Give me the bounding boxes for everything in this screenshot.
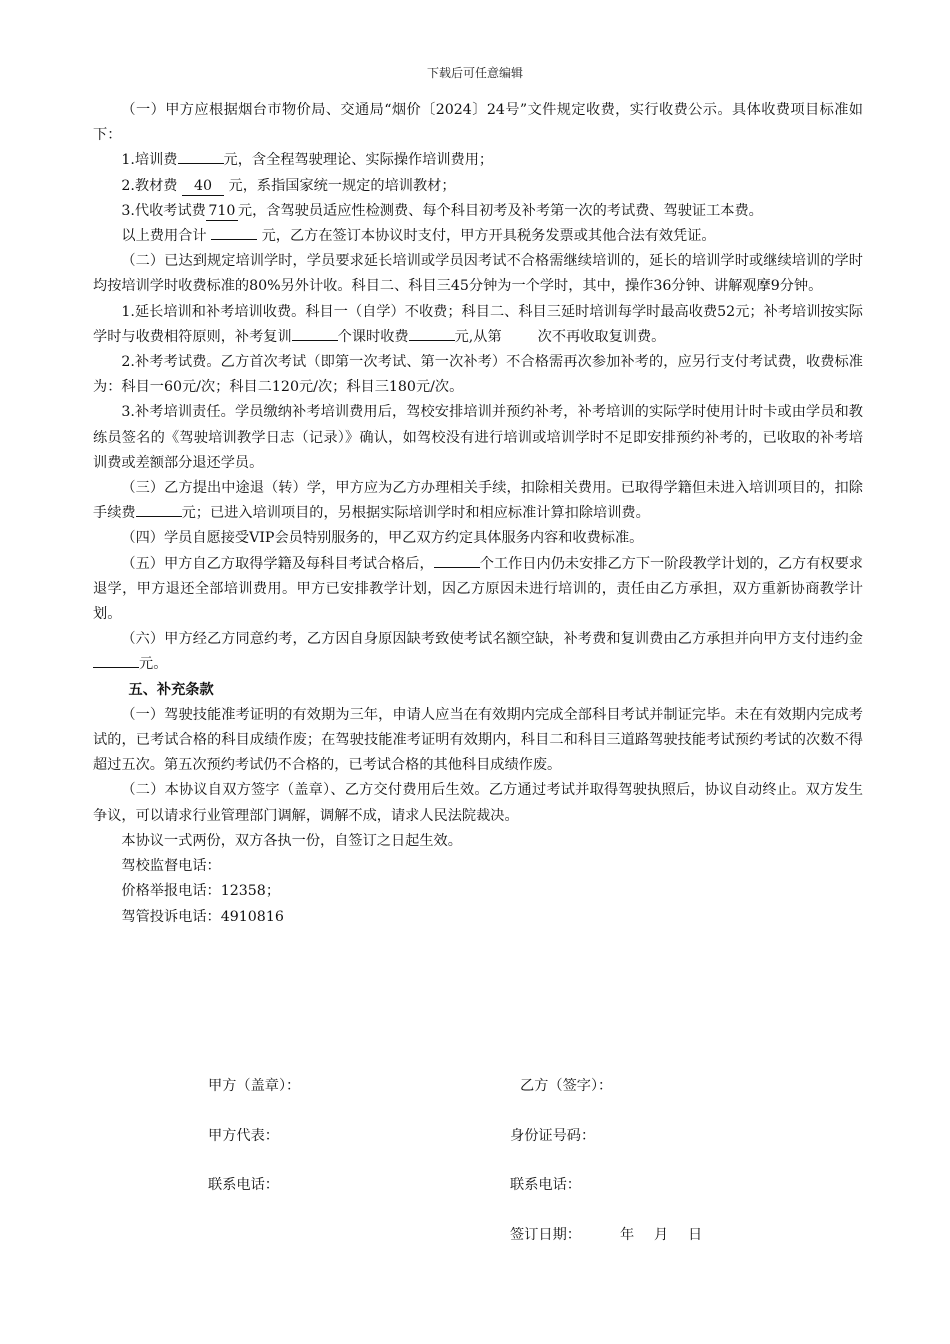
complaint-phone: 驾管投诉电话：4910816 [121,908,284,925]
party-b-phone-label: 联系电话： [510,1177,581,1193]
fee-item-desc: 元，含全程驾驶理论、实际操作培训费用； [223,152,494,169]
supplement-clause-2: （二）本协议自双方签字（盖章）、乙方交付费用后生效。乙方通过考试并取得驾驶执照后，协议自动终止。双方发生争议，可以请求行业管理部门调解，调解不成，请求人民法院裁决。 [93,782,863,824]
blank-hours [292,340,338,341]
fee-total-label: 以上费用合计 [121,228,207,245]
fee-blank-training [178,163,224,164]
fee-item-label: 1.培训费 [121,152,178,169]
fees-intro: （一）甲方应根据烟台市物价局、交通局“烟价〔2024〕24号”文件规定收费，实行收费公示。具体收费项目标准如下： [93,102,863,144]
fee-item-desc: 元，系指国家统一规定的培训教材； [228,177,456,194]
party-a-phone-label: 联系电话： [208,1177,279,1193]
date-year: 年 [620,1227,635,1243]
page-header: 下载后可任意编辑 [426,66,523,80]
school-supervision-phone: 驾校监督电话： [121,858,221,875]
blank-penalty [93,667,139,668]
date-day: 日 [688,1227,703,1243]
clause-retest-responsibility: 3.补考培训责任。学员缴纳补考培训费用后，驾校安排培训并预约补考，补考培训的实际学时使用计时卡或由学员和教练员签名的《驾驶培训教学日志（记录）》确认，如驾校没有进行培训或培训学时不足即安排预约补考的，已收取的补考培训费或差额部分退还学员。 [93,404,863,471]
id-number-label: 身份证号码： [510,1128,596,1144]
copies-statement: 本协议一式两份，双方各执一份，自签订之日起生效。 [121,832,462,849]
fee-item-label: 3.代收考试费 [121,202,206,219]
price-report-phone: 价格举报电话：12358； [121,883,281,900]
fee-value-materials: 40 [182,177,224,196]
clause-withdrawal: （三）乙方提出中途退（转）学，甲方应为乙方办理相关手续，扣除相关费用。已取得学籍但未进入培训项目的，扣除手续费 元；已进入培训项目的，另根据实际培训学时和相应标准计算扣除培训费。 [93,480,863,522]
fee-total [93,224,863,249]
clause-retest-exam-fee: 2.补考考试费。乙方首次考试（即第一次考试、第一次补考）不合格需再次参加补考的，应另行支付考试费，收费标准为：科目一60元/次；科目二120元/次；科目三180元/次。 [93,354,863,396]
fee-item-desc: 元，含驾驶员适应性检测费、每个科目初考及补考第一次的考试费、驾驶证工本费。 [237,202,763,219]
party-a-seal-label: 甲方（盖章）： [208,1078,301,1094]
contract-body [93,98,863,930]
fee-item-exam [93,199,863,224]
date-month: 月 [654,1227,669,1243]
blank-amount [409,340,455,341]
fee-blank-total [211,239,257,240]
fee-item-label: 2.教材费 [121,177,178,194]
party-b-sign-label: 乙方（签字）： [520,1078,613,1094]
blank-workdays [434,567,480,568]
clause-retest-training-fee: 1.延长培训和补考培训收费。科目一（自学）不收费；科目二、科目三延时培训每学时最高收费52元；补考培训按实际学时与收费相符原则，补考复训 个课时收费 元,从第 次不再收取复训费。 [93,303,863,345]
section-title: 五、补充条款 [128,681,214,698]
sign-date-label: 签订日期： [510,1227,581,1243]
supplement-clause-1: （一）驾驶技能准考证明的有效期为三年，申请人应当在有效期内完成全部科目考试并制证完毕。未在有效期内完成考试的，已考试合格的科目成绩作废；在驾驶技能准考证明有效期内，科目二和科目三道路驾驶技能考试预约考试的次数不得超过五次。第五次预约考试仍不合格的，已考试合格的其他科目成绩作废。 [93,706,863,774]
fee-item-training [93,148,863,173]
clause-absence: （六）甲方经乙方同意约考，乙方因自身原因缺考致使考试名额空缺，补考费和复训费由乙方承担并向甲方支付违约金元。 [93,627,863,677]
clause-schedule: （五）甲方自乙方取得学籍及每科目考试合格后， 个工作日内仍未安排乙方下一阶段教学计划的，乙方有权要求退学，甲方退还全部培训费用。甲方已安排教学计划，因乙方原因未进行培训的，责任由乙方承担，双方重新协商教学计划。 [93,555,863,623]
clause-extended-training: （二）已达到规定培训学时，学员要求延长培训或学员因考试不合格需继续培训的，延长的培训学时或继续培训的学时均按培训学时收费标准的80%另外计收。科目二、科目三45分钟为一个学时，其中，操作36分钟、讲解观摩9分钟。 [93,253,863,295]
fee-total-desc: 元，乙方在签订本协议时支付，甲方开具税务发票或其他合法有效凭证。 [261,228,716,245]
blank-handling-fee [136,516,182,517]
party-a-rep-label: 甲方代表： [208,1128,279,1144]
fee-item-materials [93,174,863,199]
clause-vip: （四）学员自愿接受VIP会员特别服务的，甲乙双方约定具体服务内容和收费标准。 [121,530,644,547]
fee-value-exam: 710 [206,202,238,221]
